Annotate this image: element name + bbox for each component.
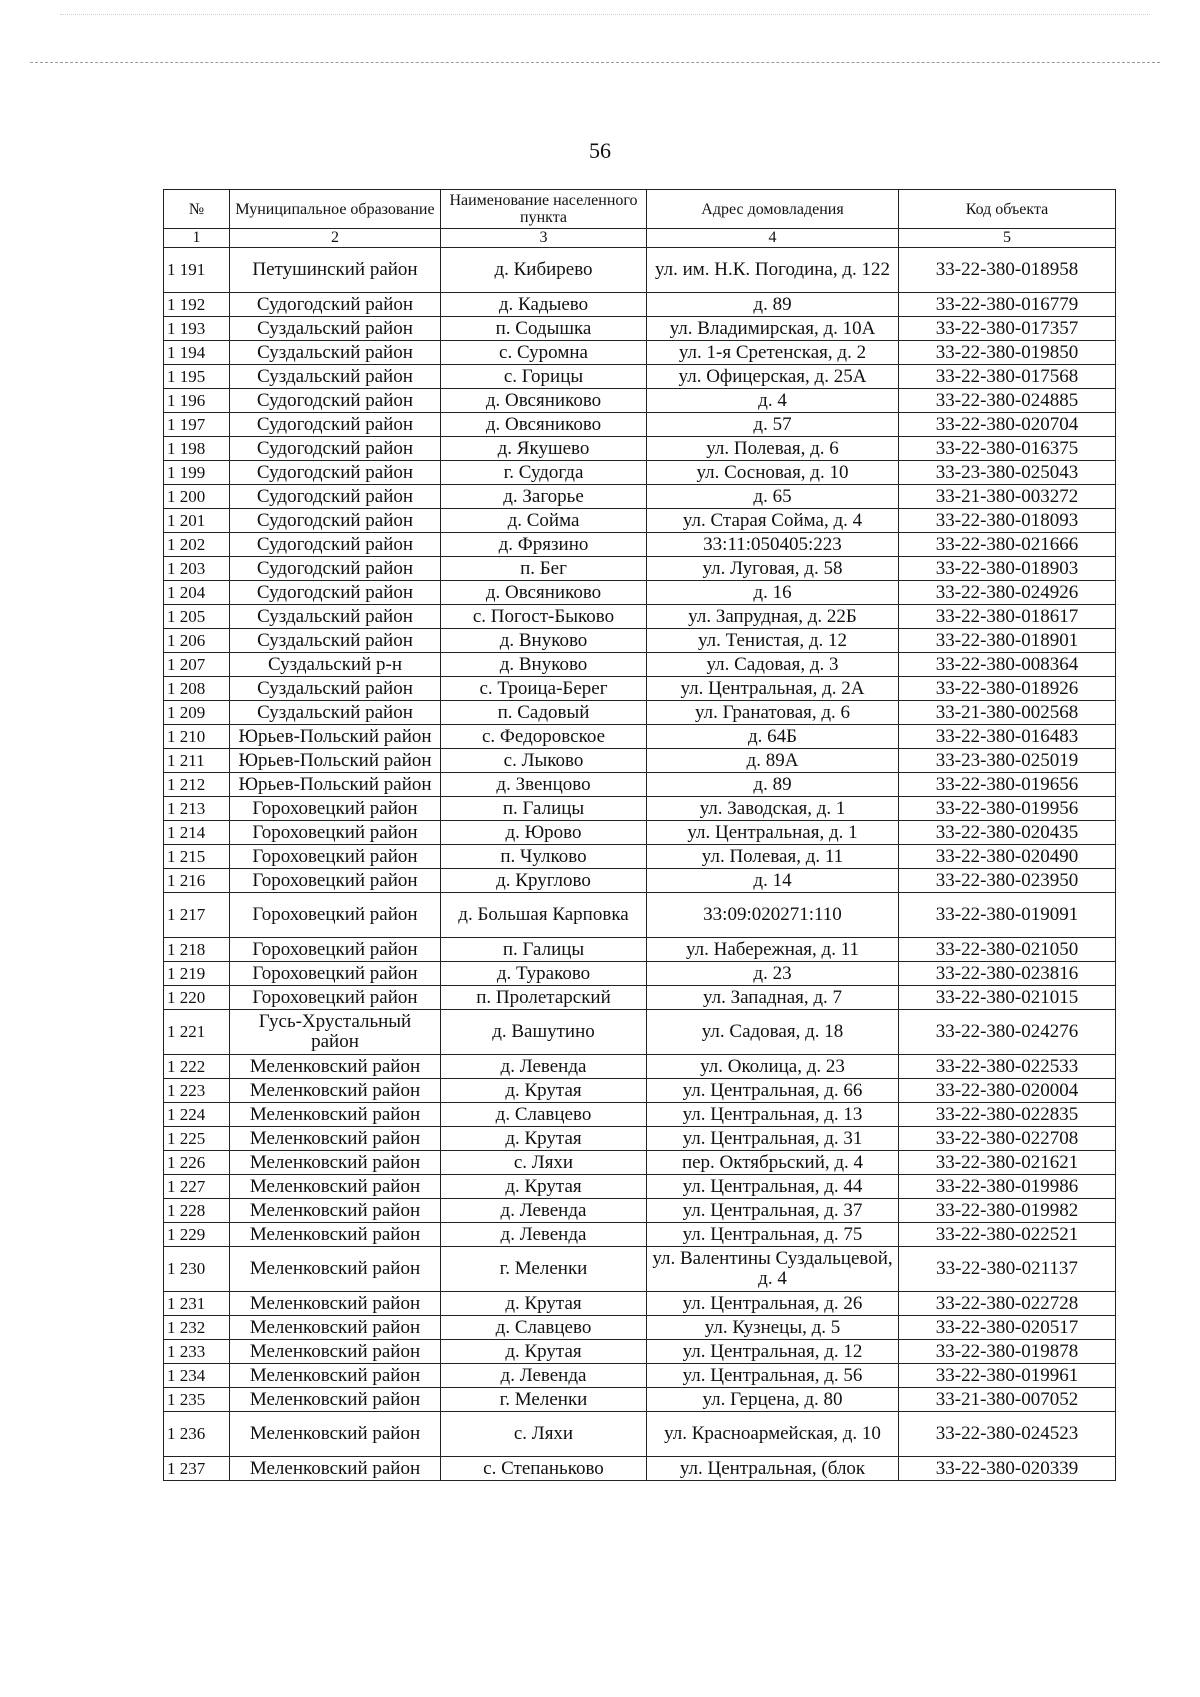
cell-municipality: Юрьев-Польский район bbox=[230, 749, 441, 773]
cell-municipality: Гороховецкий район bbox=[230, 797, 441, 821]
header-number: № bbox=[164, 190, 230, 229]
cell-address: ул. Кузнецы, д. 5 bbox=[647, 1316, 899, 1340]
cell-number: 1 202 bbox=[164, 533, 230, 557]
cell-settlement: д. Загорье bbox=[441, 485, 647, 509]
cell-object-code: 33-22-380-021666 bbox=[899, 533, 1116, 557]
table-row bbox=[164, 533, 1116, 557]
table-row bbox=[164, 437, 1116, 461]
table-row bbox=[164, 605, 1116, 629]
cell-number: 1 232 bbox=[164, 1316, 230, 1340]
cell-object-code: 33-22-380-021050 bbox=[899, 938, 1116, 962]
cell-municipality: Судогодский район bbox=[230, 461, 441, 485]
table-row bbox=[164, 1340, 1116, 1364]
cell-address: 33:11:050405:223 bbox=[647, 533, 899, 557]
table-row bbox=[164, 389, 1116, 413]
cell-address: д. 89 bbox=[647, 773, 899, 797]
table-row bbox=[164, 749, 1116, 773]
column-number-row bbox=[164, 229, 1116, 248]
cell-settlement: д. Овсяниково bbox=[441, 389, 647, 413]
table-row bbox=[164, 1010, 1116, 1055]
cell-number: 1 207 bbox=[164, 653, 230, 677]
cell-municipality: Юрьев-Польский район bbox=[230, 773, 441, 797]
cell-municipality: Меленковский район bbox=[230, 1079, 441, 1103]
table-body bbox=[164, 229, 1116, 1481]
cell-object-code: 33-22-380-020490 bbox=[899, 845, 1116, 869]
cell-object-code: 33-22-380-020339 bbox=[899, 1457, 1116, 1481]
cell-object-code: 33-22-380-018901 bbox=[899, 629, 1116, 653]
cell-address: д. 89 bbox=[647, 293, 899, 317]
cell-number: 1 224 bbox=[164, 1103, 230, 1127]
table-row bbox=[164, 1151, 1116, 1175]
table-row bbox=[164, 701, 1116, 725]
cell-address: ул. Валентины Суздальцевой, д. 4 bbox=[647, 1247, 899, 1292]
cell-municipality: Меленковский район bbox=[230, 1103, 441, 1127]
cell-settlement: д. Славцево bbox=[441, 1103, 647, 1127]
table-row bbox=[164, 1199, 1116, 1223]
cell-address: д. 14 bbox=[647, 869, 899, 893]
cell-municipality: Суздальский р-н bbox=[230, 653, 441, 677]
cell-settlement: д. Большая Карповка bbox=[441, 893, 647, 938]
table-row bbox=[164, 1127, 1116, 1151]
cell-settlement: д. Левенда bbox=[441, 1199, 647, 1223]
cell-municipality: Суздальский район bbox=[230, 677, 441, 701]
cell-municipality: Судогодский район bbox=[230, 533, 441, 557]
cell-municipality: Судогодский район bbox=[230, 437, 441, 461]
column-number: 5 bbox=[899, 229, 1116, 248]
table-row bbox=[164, 461, 1116, 485]
cell-settlement: д. Вашутино bbox=[441, 1010, 647, 1055]
cell-object-code: 33-22-380-024276 bbox=[899, 1010, 1116, 1055]
cell-object-code: 33-22-380-022533 bbox=[899, 1055, 1116, 1079]
cell-settlement: г. Судогда bbox=[441, 461, 647, 485]
cell-object-code: 33-21-380-007052 bbox=[899, 1388, 1116, 1412]
cell-number: 1 222 bbox=[164, 1055, 230, 1079]
cell-municipality: Судогодский район bbox=[230, 485, 441, 509]
table-row bbox=[164, 962, 1116, 986]
cell-object-code: 33-22-380-016375 bbox=[899, 437, 1116, 461]
cell-settlement: п. Галицы bbox=[441, 938, 647, 962]
cell-number: 1 206 bbox=[164, 629, 230, 653]
cell-object-code: 33-22-380-019656 bbox=[899, 773, 1116, 797]
cell-number: 1 218 bbox=[164, 938, 230, 962]
table-row bbox=[164, 485, 1116, 509]
cell-object-code: 33-21-380-002568 bbox=[899, 701, 1116, 725]
cell-number: 1 235 bbox=[164, 1388, 230, 1412]
cell-municipality: Суздальский район bbox=[230, 341, 441, 365]
cell-settlement: д. Славцево bbox=[441, 1316, 647, 1340]
cell-settlement: п. Садовый bbox=[441, 701, 647, 725]
cell-address: ул. Заводская, д. 1 bbox=[647, 797, 899, 821]
cell-number: 1 216 bbox=[164, 869, 230, 893]
cell-settlement: д. Крутая bbox=[441, 1127, 647, 1151]
table-row bbox=[164, 1223, 1116, 1247]
cell-number: 1 199 bbox=[164, 461, 230, 485]
cell-settlement: с. Степаньково bbox=[441, 1457, 647, 1481]
cell-municipality: Судогодский район bbox=[230, 509, 441, 533]
cell-object-code: 33-22-380-021015 bbox=[899, 986, 1116, 1010]
cell-number: 1 211 bbox=[164, 749, 230, 773]
cell-settlement: с. Троица-Берег bbox=[441, 677, 647, 701]
cell-address: ул. Центральная, д. 31 bbox=[647, 1127, 899, 1151]
header-municipality: Муниципальное образование bbox=[230, 190, 441, 229]
cell-address: ул. Центральная, д. 75 bbox=[647, 1223, 899, 1247]
cell-address: ул. Герцена, д. 80 bbox=[647, 1388, 899, 1412]
cell-municipality: Гороховецкий район bbox=[230, 986, 441, 1010]
cell-address: ул. Офицерская, д. 25А bbox=[647, 365, 899, 389]
cell-municipality: Суздальский район bbox=[230, 701, 441, 725]
page-number: 56 bbox=[589, 138, 611, 163]
cell-number: 1 213 bbox=[164, 797, 230, 821]
cell-object-code: 33-23-380-025019 bbox=[899, 749, 1116, 773]
cell-address: ул. Садовая, д. 3 bbox=[647, 653, 899, 677]
table-row bbox=[164, 581, 1116, 605]
cell-address: ул. Запрудная, д. 22Б bbox=[647, 605, 899, 629]
cell-municipality: Меленковский район bbox=[230, 1175, 441, 1199]
cell-object-code: 33-22-380-019982 bbox=[899, 1199, 1116, 1223]
table-row bbox=[164, 1412, 1116, 1457]
cell-address: ул. Центральная, д. 66 bbox=[647, 1079, 899, 1103]
cell-municipality: Меленковский район bbox=[230, 1457, 441, 1481]
cell-settlement: д. Крутая bbox=[441, 1079, 647, 1103]
cell-municipality: Гороховецкий район bbox=[230, 962, 441, 986]
cell-address: д. 16 bbox=[647, 581, 899, 605]
cell-number: 1 225 bbox=[164, 1127, 230, 1151]
cell-address: д. 23 bbox=[647, 962, 899, 986]
cell-address: ул. Красноармейская, д. 10 bbox=[647, 1412, 899, 1457]
cell-settlement: д. Фрязино bbox=[441, 533, 647, 557]
cell-number: 1 230 bbox=[164, 1247, 230, 1292]
cell-number: 1 217 bbox=[164, 893, 230, 938]
table-row bbox=[164, 869, 1116, 893]
cell-number: 1 208 bbox=[164, 677, 230, 701]
cell-number: 1 236 bbox=[164, 1412, 230, 1457]
cell-municipality: Меленковский район bbox=[230, 1247, 441, 1292]
table-row bbox=[164, 1292, 1116, 1316]
cell-municipality: Суздальский район bbox=[230, 317, 441, 341]
cell-settlement: с. Лыково bbox=[441, 749, 647, 773]
cell-number: 1 191 bbox=[164, 248, 230, 293]
cell-address: ул. Центральная, д. 12 bbox=[647, 1340, 899, 1364]
cell-address: д. 4 bbox=[647, 389, 899, 413]
cell-address: 33:09:020271:110 bbox=[647, 893, 899, 938]
cell-object-code: 33-22-380-023816 bbox=[899, 962, 1116, 986]
table-row bbox=[164, 1055, 1116, 1079]
table-row bbox=[164, 725, 1116, 749]
cell-settlement: д. Внуково bbox=[441, 629, 647, 653]
cell-settlement: с. Суромна bbox=[441, 341, 647, 365]
table-row bbox=[164, 821, 1116, 845]
cell-municipality: Судогодский район bbox=[230, 557, 441, 581]
cell-address: ул. им. Н.К. Погодина, д. 122 bbox=[647, 248, 899, 293]
cell-number: 1 197 bbox=[164, 413, 230, 437]
cell-address: ул. Центральная, д. 2А bbox=[647, 677, 899, 701]
cell-settlement: д. Сойма bbox=[441, 509, 647, 533]
cell-settlement: д. Левенда bbox=[441, 1055, 647, 1079]
cell-address: ул. Полевая, д. 11 bbox=[647, 845, 899, 869]
cell-settlement: д. Юрово bbox=[441, 821, 647, 845]
table-row bbox=[164, 893, 1116, 938]
table-header-row bbox=[164, 190, 1116, 229]
scan-artifact-line bbox=[60, 14, 1150, 15]
cell-address: ул. Владимирская, д. 10А bbox=[647, 317, 899, 341]
cell-settlement: д. Овсяниково bbox=[441, 413, 647, 437]
cell-number: 1 195 bbox=[164, 365, 230, 389]
table-row bbox=[164, 1103, 1116, 1127]
cell-number: 1 214 bbox=[164, 821, 230, 845]
cell-number: 1 203 bbox=[164, 557, 230, 581]
cell-settlement: д. Крутая bbox=[441, 1292, 647, 1316]
cell-municipality: Юрьев-Польский район bbox=[230, 725, 441, 749]
table-row bbox=[164, 509, 1116, 533]
cell-number: 1 209 bbox=[164, 701, 230, 725]
cell-number: 1 231 bbox=[164, 1292, 230, 1316]
cell-municipality: Меленковский район bbox=[230, 1127, 441, 1151]
column-number: 2 bbox=[230, 229, 441, 248]
cell-municipality: Судогодский район bbox=[230, 413, 441, 437]
cell-address: ул. Центральная, д. 13 bbox=[647, 1103, 899, 1127]
cell-object-code: 33-22-380-023950 bbox=[899, 869, 1116, 893]
table-row bbox=[164, 986, 1116, 1010]
cell-address: пер. Октябрьский, д. 4 bbox=[647, 1151, 899, 1175]
cell-address: ул. Полевая, д. 6 bbox=[647, 437, 899, 461]
cell-address: ул. Старая Сойма, д. 4 bbox=[647, 509, 899, 533]
cell-municipality: Гороховецкий район bbox=[230, 821, 441, 845]
table-row bbox=[164, 773, 1116, 797]
cell-address: ул. Центральная, д. 1 bbox=[647, 821, 899, 845]
cell-number: 1 200 bbox=[164, 485, 230, 509]
table-row bbox=[164, 1247, 1116, 1292]
cell-object-code: 33-22-380-020435 bbox=[899, 821, 1116, 845]
table-row bbox=[164, 677, 1116, 701]
column-number: 3 bbox=[441, 229, 647, 248]
cell-settlement: д. Крутая bbox=[441, 1340, 647, 1364]
cell-object-code: 33-22-380-017568 bbox=[899, 365, 1116, 389]
cell-number: 1 192 bbox=[164, 293, 230, 317]
cell-object-code: 33-22-380-019956 bbox=[899, 797, 1116, 821]
cell-address: д. 57 bbox=[647, 413, 899, 437]
cell-object-code: 33-22-380-008364 bbox=[899, 653, 1116, 677]
cell-settlement: д. Круглово bbox=[441, 869, 647, 893]
cell-number: 1 233 bbox=[164, 1340, 230, 1364]
cell-municipality: Меленковский район bbox=[230, 1364, 441, 1388]
cell-settlement: п. Пролетарский bbox=[441, 986, 647, 1010]
cell-object-code: 33-22-380-019878 bbox=[899, 1340, 1116, 1364]
cell-settlement: с. Ляхи bbox=[441, 1412, 647, 1457]
table-row bbox=[164, 293, 1116, 317]
cell-object-code: 33-22-380-020704 bbox=[899, 413, 1116, 437]
table-row bbox=[164, 653, 1116, 677]
table-row bbox=[164, 1175, 1116, 1199]
cell-object-code: 33-23-380-025043 bbox=[899, 461, 1116, 485]
cell-address: ул. Гранатовая, д. 6 bbox=[647, 701, 899, 725]
cell-object-code: 33-22-380-022728 bbox=[899, 1292, 1116, 1316]
cell-object-code: 33-22-380-022708 bbox=[899, 1127, 1116, 1151]
cell-settlement: г. Меленки bbox=[441, 1247, 647, 1292]
cell-address: ул. Центральная, д. 26 bbox=[647, 1292, 899, 1316]
cell-object-code: 33-22-380-018903 bbox=[899, 557, 1116, 581]
cell-municipality: Меленковский район bbox=[230, 1388, 441, 1412]
cell-object-code: 33-22-380-016779 bbox=[899, 293, 1116, 317]
cell-municipality: Меленковский район bbox=[230, 1412, 441, 1457]
cell-municipality: Суздальский район bbox=[230, 365, 441, 389]
cell-number: 1 196 bbox=[164, 389, 230, 413]
cell-municipality: Гороховецкий район bbox=[230, 893, 441, 938]
cell-object-code: 33-22-380-018958 bbox=[899, 248, 1116, 293]
table-row bbox=[164, 1457, 1116, 1481]
cell-number: 1 221 bbox=[164, 1010, 230, 1055]
table-row bbox=[164, 1316, 1116, 1340]
cell-number: 1 215 bbox=[164, 845, 230, 869]
cell-number: 1 219 bbox=[164, 962, 230, 986]
cell-settlement: с. Ляхи bbox=[441, 1151, 647, 1175]
column-number: 1 bbox=[164, 229, 230, 248]
table-row bbox=[164, 1079, 1116, 1103]
cell-address: ул. Западная, д. 7 bbox=[647, 986, 899, 1010]
table-row bbox=[164, 557, 1116, 581]
cell-number: 1 201 bbox=[164, 509, 230, 533]
cell-object-code: 33-22-380-019091 bbox=[899, 893, 1116, 938]
cell-municipality: Меленковский район bbox=[230, 1316, 441, 1340]
cell-number: 1 228 bbox=[164, 1199, 230, 1223]
cell-municipality: Гусь-Хрустальный район bbox=[230, 1010, 441, 1055]
table-row bbox=[164, 1364, 1116, 1388]
cell-object-code: 33-22-380-019850 bbox=[899, 341, 1116, 365]
table-row bbox=[164, 248, 1116, 293]
cell-number: 1 227 bbox=[164, 1175, 230, 1199]
scan-artifact-line bbox=[30, 62, 1160, 63]
cell-number: 1 212 bbox=[164, 773, 230, 797]
cell-settlement: д. Звенцово bbox=[441, 773, 647, 797]
cell-object-code: 33-22-380-022835 bbox=[899, 1103, 1116, 1127]
cell-object-code: 33-21-380-003272 bbox=[899, 485, 1116, 509]
cell-municipality: Меленковский район bbox=[230, 1292, 441, 1316]
column-number: 4 bbox=[647, 229, 899, 248]
cell-municipality: Меленковский район bbox=[230, 1151, 441, 1175]
cell-settlement: д. Левенда bbox=[441, 1364, 647, 1388]
cell-settlement: д. Якушево bbox=[441, 437, 647, 461]
cell-address: ул. Центральная, (блок bbox=[647, 1457, 899, 1481]
cell-address: д. 89А bbox=[647, 749, 899, 773]
cell-object-code: 33-22-380-024885 bbox=[899, 389, 1116, 413]
cell-number: 1 229 bbox=[164, 1223, 230, 1247]
cell-settlement: д. Левенда bbox=[441, 1223, 647, 1247]
cell-settlement: д. Внуково bbox=[441, 653, 647, 677]
cell-address: ул. Центральная, д. 37 bbox=[647, 1199, 899, 1223]
cell-object-code: 33-22-380-022521 bbox=[899, 1223, 1116, 1247]
cell-settlement: п. Содышка bbox=[441, 317, 647, 341]
cell-municipality: Меленковский район bbox=[230, 1055, 441, 1079]
cell-object-code: 33-22-380-024523 bbox=[899, 1412, 1116, 1457]
cell-number: 1 193 bbox=[164, 317, 230, 341]
cell-address: ул. Сосновая, д. 10 bbox=[647, 461, 899, 485]
header-settlement: Наименование населенного пункта bbox=[441, 190, 647, 229]
cell-municipality: Судогодский район bbox=[230, 389, 441, 413]
table-row bbox=[164, 341, 1116, 365]
cell-municipality: Суздальский район bbox=[230, 605, 441, 629]
table-row bbox=[164, 1388, 1116, 1412]
cell-municipality: Меленковский район bbox=[230, 1199, 441, 1223]
table-row bbox=[164, 629, 1116, 653]
cell-object-code: 33-22-380-018617 bbox=[899, 605, 1116, 629]
cell-settlement: п. Чулково bbox=[441, 845, 647, 869]
cell-settlement: д. Овсяниково bbox=[441, 581, 647, 605]
cell-object-code: 33-22-380-019961 bbox=[899, 1364, 1116, 1388]
cell-object-code: 33-22-380-020517 bbox=[899, 1316, 1116, 1340]
cell-object-code: 33-22-380-018093 bbox=[899, 509, 1116, 533]
table-row bbox=[164, 797, 1116, 821]
cell-municipality: Гороховецкий район bbox=[230, 845, 441, 869]
cell-settlement: п. Бег bbox=[441, 557, 647, 581]
cell-object-code: 33-22-380-019986 bbox=[899, 1175, 1116, 1199]
cell-number: 1 226 bbox=[164, 1151, 230, 1175]
cell-municipality: Петушинский район bbox=[230, 248, 441, 293]
header-object-code: Код объекта bbox=[899, 190, 1116, 229]
table-row bbox=[164, 365, 1116, 389]
header-address: Адрес домовладения bbox=[647, 190, 899, 229]
cell-number: 1 210 bbox=[164, 725, 230, 749]
cell-municipality: Суздальский район bbox=[230, 629, 441, 653]
cell-number: 1 204 bbox=[164, 581, 230, 605]
cell-number: 1 205 bbox=[164, 605, 230, 629]
cell-settlement: с. Горицы bbox=[441, 365, 647, 389]
registry-table bbox=[163, 189, 1116, 1481]
table-row bbox=[164, 413, 1116, 437]
cell-object-code: 33-22-380-016483 bbox=[899, 725, 1116, 749]
cell-settlement: п. Галицы bbox=[441, 797, 647, 821]
cell-number: 1 198 bbox=[164, 437, 230, 461]
cell-municipality: Меленковский район bbox=[230, 1340, 441, 1364]
cell-municipality: Гороховецкий район bbox=[230, 938, 441, 962]
cell-number: 1 194 bbox=[164, 341, 230, 365]
cell-number: 1 223 bbox=[164, 1079, 230, 1103]
cell-object-code: 33-22-380-021137 bbox=[899, 1247, 1116, 1292]
cell-number: 1 237 bbox=[164, 1457, 230, 1481]
table-row bbox=[164, 938, 1116, 962]
cell-settlement: д. Тураково bbox=[441, 962, 647, 986]
cell-settlement: с. Федоровское bbox=[441, 725, 647, 749]
cell-object-code: 33-22-380-020004 bbox=[899, 1079, 1116, 1103]
cell-municipality: Судогодский район bbox=[230, 293, 441, 317]
cell-address: ул. Тенистая, д. 12 bbox=[647, 629, 899, 653]
table-row bbox=[164, 845, 1116, 869]
table-row bbox=[164, 317, 1116, 341]
cell-settlement: с. Погост-Быково bbox=[441, 605, 647, 629]
cell-number: 1 234 bbox=[164, 1364, 230, 1388]
cell-object-code: 33-22-380-017357 bbox=[899, 317, 1116, 341]
cell-settlement: д. Крутая bbox=[441, 1175, 647, 1199]
cell-object-code: 33-22-380-024926 bbox=[899, 581, 1116, 605]
cell-address: ул. Околица, д. 23 bbox=[647, 1055, 899, 1079]
cell-address: ул. Луговая, д. 58 bbox=[647, 557, 899, 581]
cell-address: д. 64Б bbox=[647, 725, 899, 749]
cell-municipality: Меленковский район bbox=[230, 1223, 441, 1247]
cell-address: д. 65 bbox=[647, 485, 899, 509]
cell-settlement: г. Меленки bbox=[441, 1388, 647, 1412]
cell-settlement: д. Кадыево bbox=[441, 293, 647, 317]
cell-address: ул. Набережная, д. 11 bbox=[647, 938, 899, 962]
cell-address: ул. Центральная, д. 56 bbox=[647, 1364, 899, 1388]
cell-settlement: д. Кибирево bbox=[441, 248, 647, 293]
cell-object-code: 33-22-380-021621 bbox=[899, 1151, 1116, 1175]
cell-municipality: Судогодский район bbox=[230, 581, 441, 605]
cell-address: ул. Центральная, д. 44 bbox=[647, 1175, 899, 1199]
cell-number: 1 220 bbox=[164, 986, 230, 1010]
cell-object-code: 33-22-380-018926 bbox=[899, 677, 1116, 701]
cell-municipality: Гороховецкий район bbox=[230, 869, 441, 893]
cell-address: ул. 1-я Сретенская, д. 2 bbox=[647, 341, 899, 365]
cell-address: ул. Садовая, д. 18 bbox=[647, 1010, 899, 1055]
